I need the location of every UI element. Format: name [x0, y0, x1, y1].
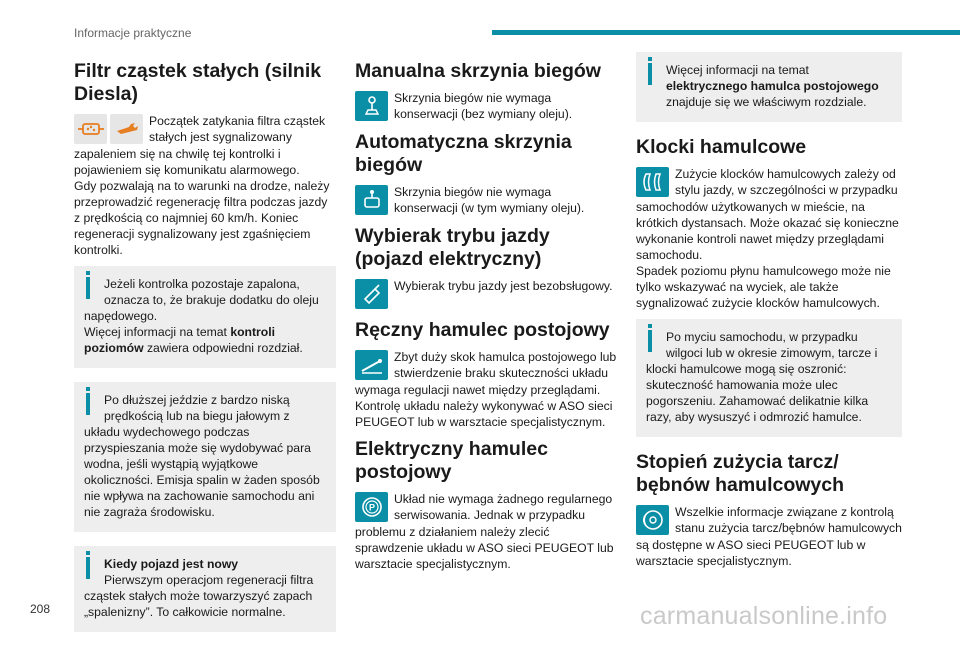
brake-discs-paragraph: Wszelkie informacje związane z kontrolą stanu zużycia tarcz/bębnów hamulcowych są dostępne w ASO sieci PEUGEOT lub w warsztacie specjalistycznym. — [636, 505, 902, 568]
hand-brake-paragraph: Zbyt duży skok hamulca postojowego lub stwierdzenie braku skuteczności układu wymaga regulacji nawet między przeglądami. Kontrolę układu należy wykonywać w ASO sieci PEUGEOT lub w warsztacie specjalistycznym. — [355, 350, 617, 429]
section-title-particle-filter: Filtr cząstek stałych (silnik Diesla) — [74, 60, 322, 105]
svg-text:P: P — [368, 502, 375, 513]
automatic-gearbox-paragraph: Skrzynia biegów nie wymaga konserwacji (w tym wymiany oleju). — [355, 184, 617, 217]
brake-pads-icon — [636, 167, 669, 197]
manual-gearbox-icon — [355, 91, 388, 121]
column-1 — [74, 52, 336, 646]
section-title-automatic-gearbox: Automatyczna skrzynia biegów — [355, 131, 572, 176]
section-title-brake-discs-wear: Stopień zużycia tarcz/ bębnów hamulcowych — [636, 451, 845, 496]
particle-filter-warning-icon — [74, 114, 107, 144]
section-title-brake-pads: Klocki hamulcowe — [636, 136, 807, 158]
particle-filter-paragraph: Początek zatykania filtra cząstek stałych jest sygnalizowany zapaleniem się na chwilę tej kontrolki i pojawieniem się komunikatu alarmowego. Gdy pozwalają na to warunki na drodze, należy przeprowadzić regenerację filtra podczas jazdy z prędkością co najmniej 60 km/h. Koniec regeneracji sygnalizowany jest zgaśnięciem kontrolki. — [74, 114, 330, 257]
watermark: carmanualsonline.info — [640, 602, 888, 630]
section-title-manual-gearbox: Manualna skrzynia biegów — [355, 60, 601, 82]
hand-brake-icon — [355, 350, 388, 380]
column-3 — [636, 52, 902, 577]
note-new-vehicle: Kiedy pojazd jest nowy Pierwszym operacjom regeneracji filtra cząstek stałych może towarzyszyć zapach „spalenizny”. To całkowicie normalne. — [74, 546, 336, 632]
note-frost-brakes: Po myciu samochodu, w przypadku wilgoci lub w okresie zimowym, tarcze i klocki hamulcowe mogą się oszronić: skuteczność hamowania może ulec pogorszeniu. Zahamować delikatnie kilka razy, aby wysuszyć i odmrozić hamulce. — [636, 319, 902, 437]
brake-pads-paragraph: Zużycie klocków hamulcowych zależy od stylu jazdy, w szczególności w przypadku samochodów użytkowanych w mieście, na krótkich dystansach. Może okazać się konieczne wykonanie kontroli nawet między przeglądami samochodu. Spadek poziomu płynu hamulcowego może nie tylko wskazywać na wyciek, ale także sygnalizować zużycie klocków hamulcowych. — [636, 167, 899, 310]
note-water-vapour: Po dłuższej jeździe z bardzo niską prędkością lub na biegu jałowym z układu wydechowego podczas przyspieszania może się wydobywać para wodna, jeśli wystąpią wyjątkowe okoliczności. Emisja spalin w żaden sposób nie wpływa na zachowanie samochodu ani nie zagraża środowisku. — [74, 382, 336, 532]
electric-parking-brake-paragraph: P Układ nie wymaga żadnego regularnego serwisowania. Jednak w przypadku problemu z działaniem należy zlecić sprawdzenie układu w ASO sieci PEUGEOT lub warsztacie specjalistycznym. — [355, 492, 614, 571]
note-electric-brake-info: Więcej informacji na temat elektrycznego hamulca postojowego znajduje się we właściwym rozdziale. — [636, 52, 902, 122]
automatic-gearbox-icon — [355, 185, 388, 215]
page-number: 208 — [30, 602, 51, 616]
brake-disc-icon — [636, 505, 669, 535]
manual-gearbox-paragraph: Skrzynia biegów nie wymaga konserwacji (bez wymiany oleju). — [355, 90, 617, 123]
drive-selector-icon — [355, 279, 388, 309]
electric-parking-brake-icon — [355, 492, 388, 522]
note-additive-warning: Jeżeli kontrolka pozostaje zapalona, oznacza to, że brakuje dodatku do oleju napędowego. Więcej informacji na temat kontroli poziomów zawiera odpowiedni rozdział. — [74, 266, 336, 368]
header-accent-bar — [492, 30, 960, 35]
wrench-service-icon — [110, 114, 143, 144]
column-2 — [355, 52, 617, 580]
section-title-electric-parking-brake: Elektryczny hamulec postojowy — [355, 438, 548, 483]
section-title-drive-selector: Wybierak trybu jazdy (pojazd elektryczny) — [355, 225, 550, 270]
drive-selector-paragraph: Wybierak trybu jazdy jest bezobsługowy. — [355, 278, 617, 311]
section-title-hand-brake: Ręczny hamulec postojowy — [355, 319, 610, 341]
running-header: Informacje praktyczne — [74, 26, 192, 40]
